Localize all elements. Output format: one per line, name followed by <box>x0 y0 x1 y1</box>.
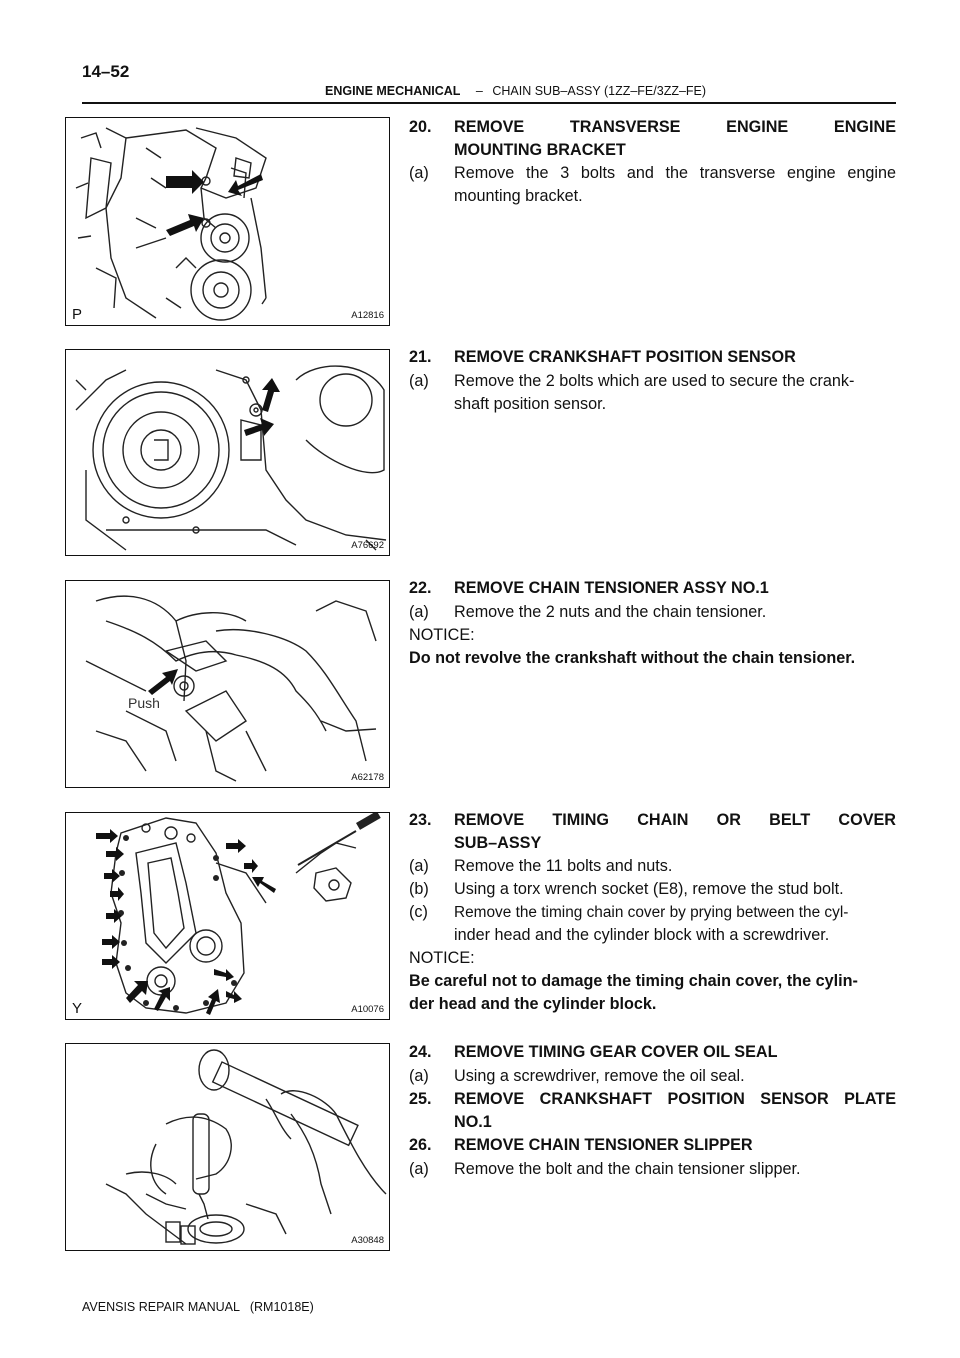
header-subsection: CHAIN SUB–ASSY (1ZZ–FE/3ZZ–FE) <box>492 84 707 98</box>
substep-text: Remove the 3 bolts and the transverse engine engine <box>454 164 896 182</box>
figure-timing-chain-cover <box>65 812 390 1020</box>
page-number: 14–52 <box>82 62 130 81</box>
step-number: 24. <box>409 1043 432 1061</box>
substep-text: Using a torx wrench socket (E8), remove the stud bolt. <box>454 880 844 898</box>
crank-sensor-illustration <box>66 350 389 555</box>
figure-id: A62178 <box>351 772 384 783</box>
figure-id: A12816 <box>351 310 384 321</box>
step-21a <box>409 370 896 416</box>
step-title-cont: SUB–ASSY <box>454 834 542 852</box>
substep-label: (a) <box>409 1160 429 1178</box>
step-title-cont: NO.1 <box>454 1113 492 1131</box>
substep-label: (a) <box>409 372 429 390</box>
step-number: 20. <box>409 118 432 136</box>
step-title: REMOVE TRANSVERSE ENGINE ENGINE <box>454 118 896 136</box>
substep-label: (a) <box>409 164 429 182</box>
step-title: REMOVE CRANKSHAFT POSITION SENSOR <box>454 348 796 366</box>
notice-text-cont: der head and the cylinder block. <box>409 995 657 1013</box>
figure-id: A10076 <box>351 1004 384 1015</box>
header-rule <box>82 102 896 104</box>
step-25 <box>409 1088 896 1134</box>
notice-label: NOTICE: <box>409 626 475 644</box>
substep-text: Remove the bolt and the chain tensioner slipper. <box>454 1160 801 1178</box>
step-20 <box>409 116 896 162</box>
substep-text: Remove the 2 nuts and the chain tensioner. <box>454 603 767 621</box>
substep-text-cont: shaft position sensor. <box>454 395 607 413</box>
engine-bracket-illustration <box>66 118 389 325</box>
notice-text: Be careful not to damage the timing chain cover, the cylin- <box>409 972 858 990</box>
step-number: 25. <box>409 1090 432 1108</box>
step-26a <box>409 1158 896 1181</box>
step-23 <box>409 809 896 855</box>
figure-oil-seal-removal <box>65 1043 390 1251</box>
substep-text-cont: inder head and the cylinder block with a screwdriver. <box>454 926 830 944</box>
step-number: 23. <box>409 811 432 829</box>
substep-text: Remove the timing chain cover by prying between the cyl- <box>454 904 849 921</box>
step-title: REMOVE TIMING CHAIN OR BELT COVER <box>454 811 896 829</box>
step-title-cont: MOUNTING BRACKET <box>454 141 626 159</box>
oil-seal-illustration <box>66 1044 389 1250</box>
substep-label: (a) <box>409 1067 429 1085</box>
chain-tensioner-illustration <box>66 581 389 787</box>
step-22 <box>409 577 896 600</box>
footer-manual-title: AVENSIS REPAIR MANUAL (RM1018E) <box>82 1300 314 1314</box>
step-number: 26. <box>409 1136 432 1154</box>
step-20a <box>409 162 896 208</box>
figure-letter: P <box>72 306 83 323</box>
substep-text: Remove the 11 bolts and nuts. <box>454 857 673 875</box>
step-22a <box>409 601 896 670</box>
step-title: REMOVE CRANKSHAFT POSITION SENSOR PLATE <box>454 1090 896 1108</box>
substep-text: Using a screwdriver, remove the oil seal. <box>454 1067 745 1085</box>
notice-text: Do not revolve the crankshaft without the chain tensioner. <box>409 649 856 667</box>
timing-cover-illustration <box>66 813 389 1019</box>
header-section: ENGINE MECHANICAL <box>325 84 461 98</box>
step-21 <box>409 346 896 369</box>
figure-letter: Y <box>72 1000 83 1017</box>
step-24 <box>409 1041 896 1064</box>
figure-id: A76692 <box>351 540 384 551</box>
push-label: Push <box>128 695 160 711</box>
step-title: REMOVE CHAIN TENSIONER ASSY NO.1 <box>454 579 769 597</box>
substep-text: Remove the 2 bolts which are used to secure the crank- <box>454 372 855 390</box>
substep-label: (a) <box>409 857 429 875</box>
step-26 <box>409 1134 896 1157</box>
step-24a <box>409 1065 896 1088</box>
step-number: 21. <box>409 348 432 366</box>
notice-label: NOTICE: <box>409 949 475 967</box>
step-number: 22. <box>409 579 432 597</box>
header-separator: – <box>475 84 483 98</box>
figure-engine-mounting-bracket <box>65 117 390 326</box>
substep-label: (b) <box>409 880 429 898</box>
figure-id: A30848 <box>351 1235 384 1246</box>
step-title: REMOVE TIMING GEAR COVER OIL SEAL <box>454 1043 778 1061</box>
substep-label: (a) <box>409 603 429 621</box>
running-header <box>325 84 706 98</box>
figure-crankshaft-position-sensor <box>65 349 390 556</box>
step-title: REMOVE CHAIN TENSIONER SLIPPER <box>454 1136 753 1154</box>
figure-chain-tensioner <box>65 580 390 788</box>
step-23-substeps <box>409 855 896 1016</box>
substep-text-cont: mounting bracket. <box>454 187 583 205</box>
substep-label: (c) <box>409 903 428 921</box>
